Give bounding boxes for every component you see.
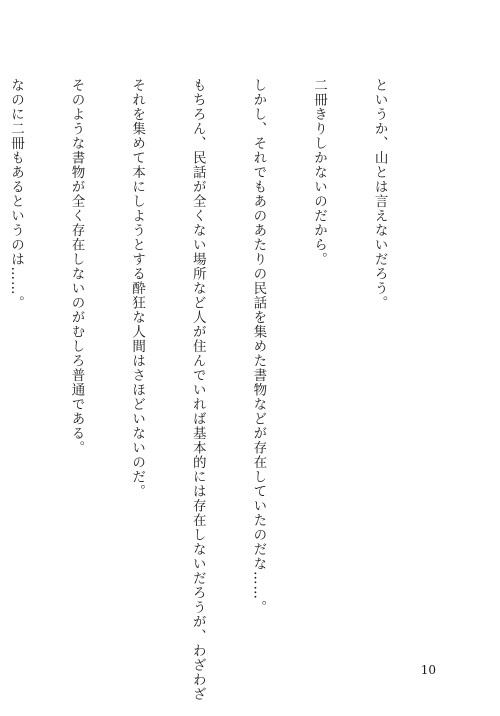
text-line-2: 二冊きりしかないのだから。 xyxy=(310,78,327,267)
text-line-3: しかし、それでもあのあたりの民話を集めた書物などが存在していたのだな……。 xyxy=(250,78,267,615)
text-line-4: もちろん、民話が全くない場所など人が住んでいれば基本的には存在しないだろうが、わざわざ xyxy=(189,78,206,702)
text-line-1: というか、山とは言えないだろう。 xyxy=(371,78,388,310)
text-line-5: それを集めて本にしようとする酔狂な人間はさほどいないのだ。 xyxy=(129,78,146,499)
text-line-7: なのに二冊もあるというのは……。 xyxy=(7,78,24,310)
text-line-6: そのような書物が全く存在しないのがむしろ普通である。 xyxy=(68,78,85,455)
page-number: 10 xyxy=(420,663,436,677)
